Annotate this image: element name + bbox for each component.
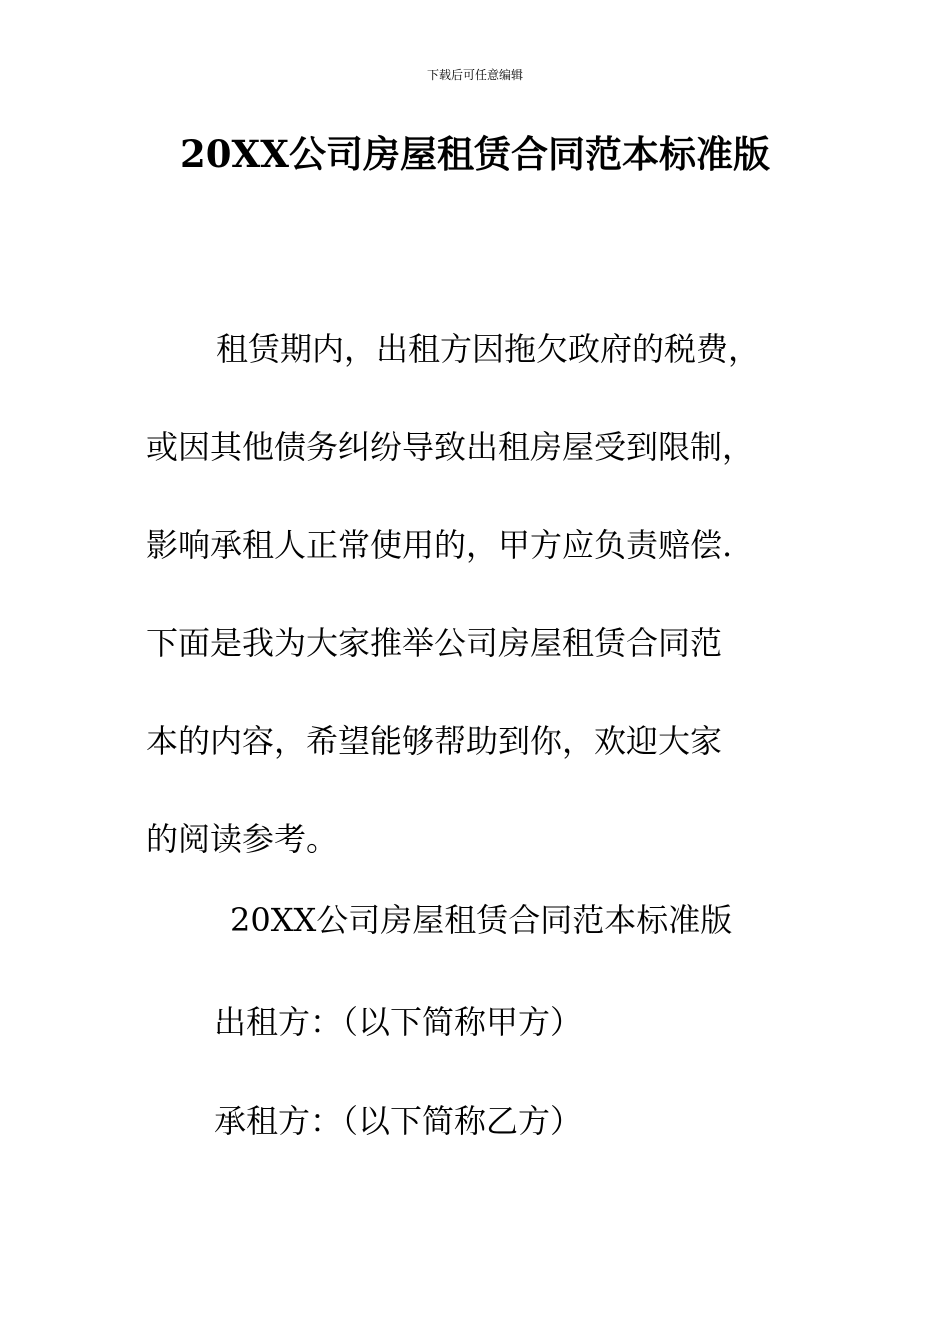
intro-line: 的阅读参考。 [146,820,339,858]
lessee-line: 承租方：（以下简称乙方） [214,1102,583,1140]
intro-paragraph [146,300,796,888]
intro-line: 或因其他债务纠纷导致出租房屋受到限制， [146,428,755,466]
intro-line: 租赁期内，出租方因拖欠政府的税费， [216,330,761,368]
intro-line: 影响承租人正常使用的，甲方应负责赔偿. [146,526,733,564]
contract-title: 20XX公司房屋租赁合同范本标准版 [230,901,733,939]
header-note: 下载后可任意编辑 [426,68,523,82]
intro-line: 本的内容，希望能够帮助到你，欢迎大家 [146,722,723,760]
document-title: 20XX公司房屋租赁合同范本标准版 [180,132,770,176]
lessor-line: 出租方：（以下简称甲方） [214,1003,583,1041]
intro-line: 下面是我为大家推举公司房屋租赁合同范 [146,624,723,662]
